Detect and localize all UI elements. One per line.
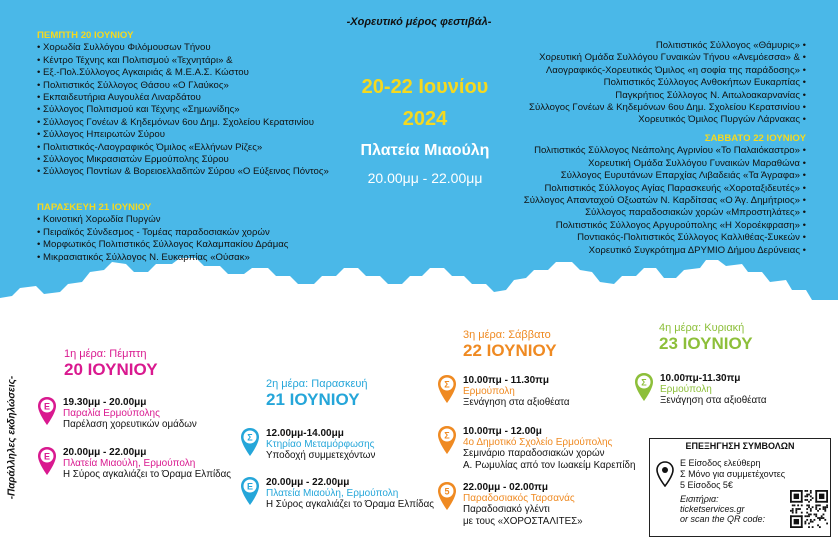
event-entry bbox=[463, 426, 635, 471]
event-place: Κτηρίαο Μεταμόρφωσης bbox=[266, 439, 375, 450]
location-pin-icon bbox=[634, 372, 654, 407]
event-description: με τους «ΧΟΡΟΣΤΑΛΙΤΕΣ» bbox=[463, 515, 583, 527]
saturday-item: Πολιτιστικός Σύλλογος Αργυρούπολης «Η Χοροέκφραση» • bbox=[524, 220, 806, 232]
day4-date: 23 ΙΟΥΝΙΟΥ bbox=[659, 334, 753, 353]
legend-qr-hint: or scan the QR code: bbox=[680, 514, 766, 524]
day4-label: 4η μέρα: Κυριακή bbox=[659, 322, 745, 334]
location-pin-icon bbox=[37, 446, 57, 481]
thursday-item: • Σύλλογος Γονέων & Κηδεμόνων 6ου Δημ. Σχολείου Κερατσινίου bbox=[37, 117, 329, 129]
thursday-item: • Σύλλογος Ποντίων & Βορειοελλαδιτών Σύρου «Ο Εύξεινος Πόντος» bbox=[37, 166, 329, 178]
day1-block bbox=[64, 348, 158, 380]
qr-code-icon[interactable] bbox=[790, 490, 828, 528]
event-description: Η Σύρος αγκαλιάζει το Όραμα Ελπίδας bbox=[63, 469, 231, 480]
day4-block bbox=[659, 322, 753, 354]
saturday-item: Χορευτική Ομάδα Συλλόγου Γυναικών Μαραθώνα • bbox=[524, 158, 806, 170]
thursday-item: • Σύλλογος Ηπειρωτών Σύρου bbox=[37, 129, 329, 141]
day1-date: 20 ΙΟΥΝΙΟΥ bbox=[64, 360, 158, 379]
day3-label: 3η μέρα: Σάββατο bbox=[463, 329, 551, 341]
event-entry bbox=[463, 482, 583, 527]
day-head-friday: ΠΑΡΑΣΚΕΥΗ 21 ΙΟΥΝΙΟΥ bbox=[37, 202, 152, 213]
legend-line-ticket: 5 Είσοδος 5€ bbox=[680, 480, 733, 490]
legend-tickets-label: Εισιτήρια: bbox=[680, 494, 719, 504]
location-pin-icon bbox=[437, 481, 457, 516]
friday-item: • Κοινοτική Χορωδία Πυργών bbox=[37, 214, 288, 226]
friday-item: Χορευτικός Όμιλος Πυργών Λάρνακας • bbox=[529, 114, 806, 126]
friday-item: Λαογραφικός-Χορευτικός Όμιλος «η σοφία της παράδοσης» • bbox=[529, 65, 806, 77]
friday-item: Χορευτική Ομάδα Συλλόγου Γυναικών Τήνου «Ανεμόεσσα» & • bbox=[529, 52, 806, 64]
day1-label: 1η μέρα: Πέμπτη bbox=[64, 348, 147, 360]
svg-text:Σ: Σ bbox=[641, 377, 647, 388]
right-schedule-friday bbox=[529, 40, 806, 127]
friday-list bbox=[37, 214, 288, 264]
saturday-item: Χορευτικό Συγκρότημα ΔΡΥΜΙΟ Δήμου Δερύνειας • bbox=[524, 245, 806, 257]
event-place: Πλατεία Μιαούλη, Ερμούπολη bbox=[63, 458, 196, 469]
friday-item: • Μικρασιατικός Σύλλογος Ν. Ευκαρπίας «Ούσακ» bbox=[37, 252, 288, 264]
friday-list-continued bbox=[529, 40, 806, 127]
event-entry bbox=[266, 477, 434, 511]
day-head-thursday: ΠΕΜΠΤΗ 20 ΙΟΥΝΙΟΥ bbox=[37, 30, 134, 41]
saturday-item: Πολιτιστικός Σύλλογος Αγίας Παρασκευής «Χοροταξιδευτές» • bbox=[524, 183, 806, 195]
left-schedule-friday bbox=[37, 202, 288, 264]
event-description: Υποδοχή συμμετεχόντων bbox=[266, 450, 376, 461]
event-entry bbox=[463, 375, 570, 409]
event-place: 4ο Δημοτικό Σχολείο Ερμούπολης bbox=[463, 437, 613, 448]
event-entry bbox=[63, 397, 197, 431]
event-entry bbox=[266, 428, 375, 462]
friday-item: • Μορφωτικός Πολιτιστικός Σύλλογος Καλαμπακίου Δράμας bbox=[37, 239, 288, 251]
event-place: Ερμούπολη bbox=[463, 386, 515, 397]
thursday-item: • Πολιτιστικός Σύλλογος Θάσου «Ο Γλαύκος» bbox=[37, 80, 329, 92]
svg-text:E: E bbox=[246, 481, 254, 492]
symbols-legend bbox=[649, 438, 831, 537]
thursday-list bbox=[37, 42, 329, 178]
event-description: Σεμινάριο παραδοσιακών χορών bbox=[463, 448, 605, 459]
day3-block bbox=[463, 329, 557, 361]
friday-item: Πολιτιστικός Σύλλογος «Θάμυρις» • bbox=[529, 40, 806, 52]
event-time: 22.00μμ - 02.00πμ bbox=[463, 482, 548, 493]
friday-item: Σύλλογος Γονέων & Κηδεμόνων 6ου Δημ. Σχολείου Κερατσινίου • bbox=[529, 102, 806, 114]
friday-item: Παγκρήτιος Σύλλογος Ν. Αιτωλοακαρνανίας • bbox=[529, 90, 806, 102]
location-pin-icon bbox=[240, 476, 260, 511]
festival-dates: 20-22 Ιουνίου bbox=[361, 76, 489, 98]
saturday-item: Σύλλογος Ευρυτάνων Επαρχίας Λιβαδειάς «Τα Άγραφα» • bbox=[524, 170, 806, 182]
day-head-saturday: ΣΑΒΒΑΤΟ 22 ΙΟΥΝΙΟΥ bbox=[704, 133, 806, 144]
svg-text:5: 5 bbox=[444, 486, 450, 497]
day2-block bbox=[266, 378, 368, 410]
left-schedule bbox=[37, 30, 329, 179]
event-time: 19.30μμ - 20.00μμ bbox=[63, 397, 147, 408]
event-description: Η Σύρος αγκαλιάζει το Όραμα Ελπίδας bbox=[266, 499, 434, 510]
thursday-item: • Κέντρο Τέχνης και Πολιτισμού «Τεχνητάρι» & bbox=[37, 55, 329, 67]
thursday-item: • Σύλλογος Μικρασιατών Ερμούπολης Σύρου bbox=[37, 154, 329, 166]
event-time: 10.00πμ - 11.30πμ bbox=[463, 375, 549, 386]
saturday-item: Πολιτιστικός Σύλλογος Νεάπολης Αγρινίου «Το Παλαιόκαστρο» • bbox=[524, 145, 806, 157]
friday-item: • Πειραϊκός Σύνδεσμος - Τομέας παραδοσιακών χορών bbox=[37, 227, 288, 239]
event-entry bbox=[660, 373, 767, 407]
event-place: Παραδοσιακός Ταρσανάς bbox=[463, 493, 575, 504]
svg-text:Σ: Σ bbox=[444, 379, 450, 390]
right-schedule-saturday bbox=[524, 133, 806, 257]
legend-line-free: Ε Είσοδος ελεύθερη bbox=[680, 458, 761, 468]
saturday-list bbox=[524, 145, 806, 257]
event-description: Ξενάγηση στα αξιοθέατα bbox=[660, 395, 767, 406]
location-pin-icon bbox=[240, 427, 260, 462]
event-description: Α. Ρωμυλίας από τον Ιωακείμ Καρεπίδη bbox=[463, 459, 636, 471]
legend-line-participants: Σ Μόνο για συμμετέχοντες bbox=[680, 469, 786, 479]
svg-text:E: E bbox=[43, 401, 51, 412]
event-time: 10.00πμ - 12.00μ bbox=[463, 426, 542, 437]
friday-item: Πολιτιστικός Σύλλογος Ανθοκήπων Ευκαρπίας • bbox=[529, 77, 806, 89]
location-pin-icon bbox=[37, 396, 57, 431]
thursday-item: • Σύλλογος Πολιτισμού και Τέχνης «Σημωνίδης» bbox=[37, 104, 329, 116]
day2-date: 21 ΙΟΥΝΙΟΥ bbox=[266, 390, 360, 409]
festival-place: Πλατεία Μιαούλη bbox=[360, 142, 490, 159]
event-time: 20.00μμ - 22.00μμ bbox=[266, 477, 350, 488]
event-description: Παραδοσιακό γλέντι bbox=[463, 504, 550, 515]
day2-label: 2η μέρα: Παρασκευή bbox=[266, 378, 368, 390]
festival-year: 2024 bbox=[402, 108, 448, 130]
location-pin-icon bbox=[437, 374, 457, 409]
event-time: 12.00μμ-14.00μμ bbox=[266, 428, 344, 439]
thursday-item: • Εξ.-Πολ.Σύλλογος Αγκαιριάς & Μ.Ε.Α.Σ. Κώστου bbox=[37, 67, 329, 79]
svg-text:E: E bbox=[43, 451, 51, 462]
event-time: 20.00μμ - 22.00μμ bbox=[63, 447, 147, 458]
festival-title: -Χορευτικό μέρος φεστιβάλ- bbox=[346, 16, 492, 28]
event-place: Ερμούπολη bbox=[660, 384, 712, 395]
svg-text:Σ: Σ bbox=[444, 430, 450, 441]
legend-ticket-site[interactable]: ticketservices.gr bbox=[680, 504, 745, 514]
event-place: Παραλία Ερμούπολης bbox=[63, 408, 160, 419]
thursday-item: • Πολιτιστικός-Λαογραφικός Όμιλος «Ελλήνων Ρίζες» bbox=[37, 142, 329, 154]
event-time: 10.00πμ-11.30πμ bbox=[660, 373, 741, 384]
event-description: Παρέλαση χορευτικών ομάδων bbox=[63, 419, 197, 430]
parallel-events-label: -Παράλληλες εκδηλώσεις- bbox=[6, 375, 18, 500]
location-pin-icon bbox=[437, 425, 457, 460]
saturday-item: Σύλλογος παραδοσιακών χορών «Μπροστηλάτες» • bbox=[524, 207, 806, 219]
thursday-item: • Εκπαιδευτήρια Αυγουλέα Λιναρδάτου bbox=[37, 92, 329, 104]
event-place: Πλατεία Μιαούλη, Ερμούπολη bbox=[266, 488, 399, 499]
saturday-item: Σύλλογος Απανταχού Οξωατών Ν. Καρδίτσας «Ο Άγ. Δημήτριος» • bbox=[524, 195, 806, 207]
saturday-item: Ποντιακός-Πολιτιστικός Σύλλογος Καλλιθέας-Συκεών • bbox=[524, 232, 806, 244]
day3-date: 22 ΙΟΥΝΙΟΥ bbox=[463, 341, 557, 360]
svg-text:Σ: Σ bbox=[247, 432, 253, 443]
map-pin-icon bbox=[656, 461, 674, 487]
festival-time: 20.00μμ - 22.00μμ bbox=[367, 170, 483, 186]
legend-title: ΕΠΕΞΗΓΗΣΗ ΣΥΜΒΟΛΩΝ bbox=[685, 441, 795, 451]
event-entry bbox=[63, 447, 231, 481]
thursday-item: • Χορωδία Συλλόγου Φιλόμουσων Τήνου bbox=[37, 42, 329, 54]
event-description: Ξενάγηση στα αξιοθέατα bbox=[463, 397, 570, 408]
